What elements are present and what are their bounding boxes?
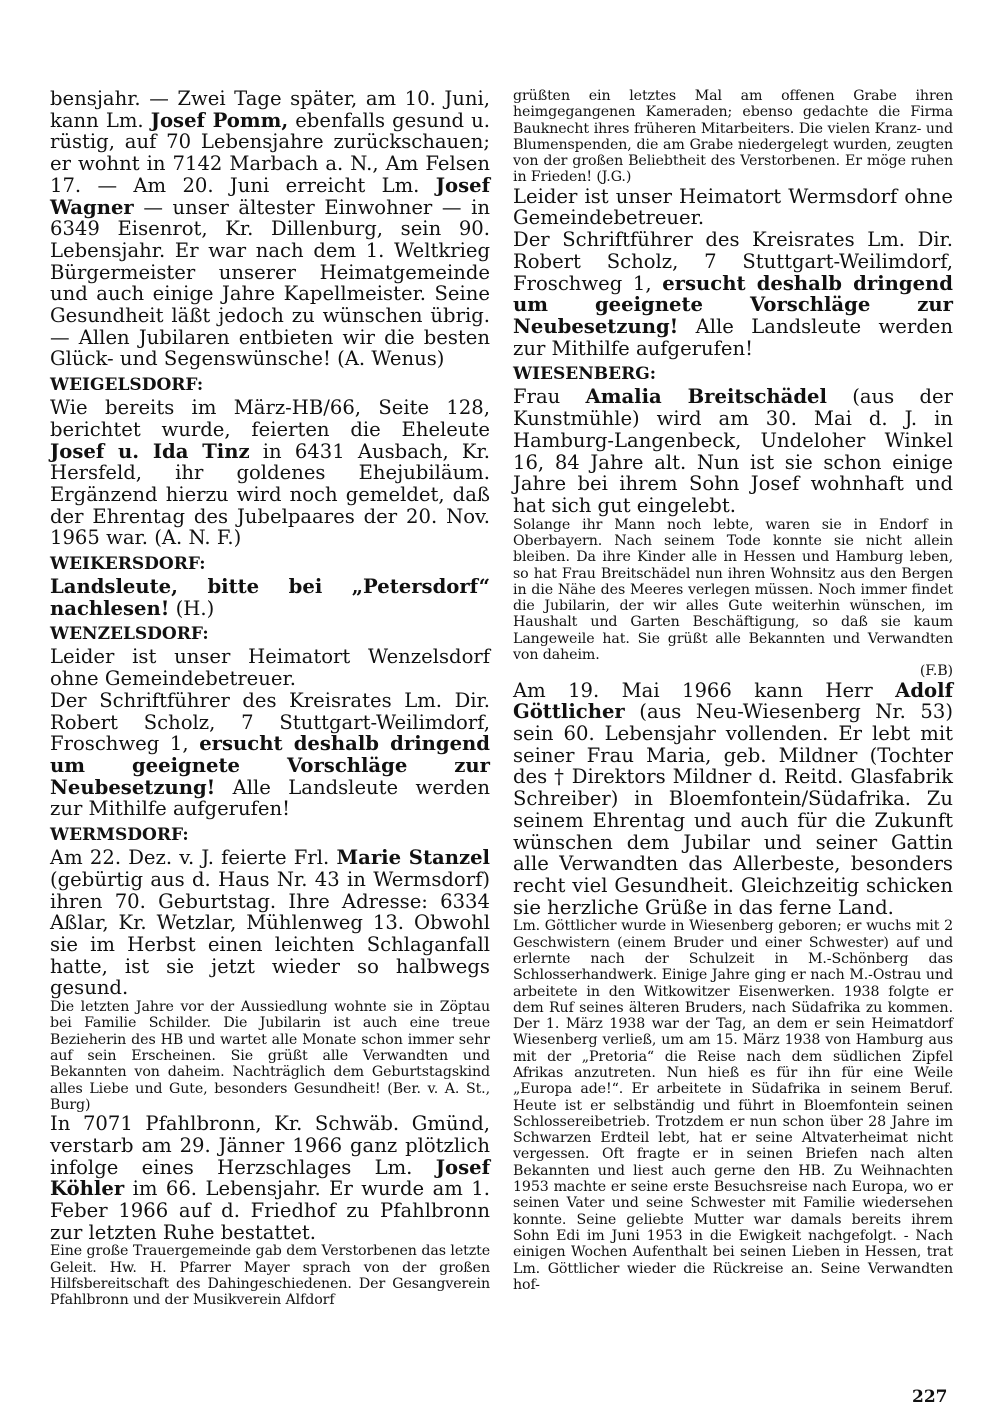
wenzelsdorf-paragraph-2: Der Schriftführer des Kreisrates Lm. Dir. Robert Scholz, 7 Stuttgart-Weilimdorf, Froschweg 1, ersucht deshalb dringend um geeignete Vorschläge zur Neubesetzung! Alle Landsleute werden zur Mithilfe aufgerufen! xyxy=(50,688,491,821)
weikersdorf-paragraph: Landsleute, bitte bei „Petersdorf“ nachlesen! (H.) xyxy=(50,575,490,620)
wiesenberg-small-1: Solange ihr Mann noch lebte, waren sie in Endorf in Oberbayern. Nach seinem Tode konnte sie nicht allein bleiben. Da ihre Kinder alle in Hessen und Hamburg leben, so hat Frau Breitschädel nun ihren Wohnsitz aus den Bergen in die Nähe des Meeres verlegen müssen. Noch immer findet die Jubilarin, der wir alles Gute weiterhin wünschen, im Haushalt und Garten Beschäftigung, so daß sie kaum Langeweile hat. Sie grüßt alle Bekannten und Verwandten von daheim. xyxy=(513,516,953,663)
page-number: 227 xyxy=(912,1387,948,1407)
wermsdorf-small-1: Die letzten Jahre vor der Aussiedlung wohnte sie in Zöptau bei Familie Schilder. Die Jubilarin ist auch eine treue Bezieherin des HB und wartet alle Monate schon immer sehr auf sein Erscheinen. Sie grüßt alle Verwandten und Bekannten von daheim. Nachträglich dem Geburtstagskind alles Liebe und Gute, besonders Gesundheit! (Ber. v. A. St., Burg) xyxy=(50,999,490,1113)
wermsdorf-notice-2: Der Schriftführer des Kreisrates Lm. Dir. Robert Scholz, 7 Stuttgart-Weilimdorf, Froschweg 1, ersucht deshalb dringend um geeignete Vorschläge zur Neubesetzung! Alle Landsleute werden zur Mithilfe aufgerufen! xyxy=(513,228,954,360)
right-column xyxy=(513,88,953,1293)
wenzelsdorf-paragraph-1: Leider ist unser Heimatort Wenzelsdorf ohne Gemeindebetreuer. xyxy=(50,645,490,691)
heading-wenzelsdorf: WENZELSDORF: xyxy=(50,624,209,645)
weigelsdorf-paragraph: Wie bereits im März-HB/66, Seite 128, berichtet wurde, feierten die Eheleute Josef u. Ida Tinz in 6431 Ausbach, Kr. Hersfeld, ihr goldenes Ehejubiläum. Ergänzend hierzu wird noch gemeldet, daß der Ehrentag des Jubelpaares der 20. Nov. 1965 war. (A. N. F.) xyxy=(50,396,490,550)
wiesenberg-signature: (F.B) xyxy=(919,663,953,680)
heading-wiesenberg: WIESENBERG: xyxy=(513,364,657,385)
wiesenberg-paragraph-2: Am 19. Mai 1966 kann Herr Adolf Göttlicher (aus Neu-Wiesenberg Nr. 53) sein 60. Lebensjahr vollenden. Er lebt mit seiner Frau Maria, geb. Mildner (Tochter des † Direktors Mildner d. Reitd. Glasfabrik Schreiber) in Bloemfontein/Südafrika. Zu seinem Ehrentag und auch für die Zukunft wünschen dem Jubilar und seiner Gattin alle Verwandten das Allerbeste, besonders recht viel Gesundheit. Gleichzeitig schicken sie herzliche Grüße in das ferne Land. xyxy=(513,678,953,919)
heading-weikersdorf: WEIKERSDORF: xyxy=(50,554,206,575)
wermsdorf-paragraph-1: Am 22. Dez. v. J. feierte Frl. Marie Stanzel (gebürtig aus d. Haus Nr. 43 in Wermsdorf) ihren 70. Geburtstag. Ihre Adresse: 6334 Aßlar, Kr. Wetzlar, Mühlenweg 13. Obwohl sie im Herbst einen leichten Schlaganfall hatte, ist sie jetzt wieder so halbwegs gesund. xyxy=(50,846,490,1000)
heading-weigelsdorf: WEIGELSDORF: xyxy=(50,375,204,396)
wiesenberg-small-2: Lm. Göttlicher wurde in Wiesenberg geboren; er wuchs mit 2 Geschwistern (einem Bruder und einer Schwester) auf und erlernte nach der Schulzeit in M.-Schönberg das Schlosserhandwerk. Einige Jahre ging er nach M.-Ostrau und arbeitete in den Witkowitzer Eisenwerken. 1938 folgte er dem Ruf seines älteren Bruders, nach Südafrika zu kommen. Der 1. März 1938 war der Tag, an dem er sein Heimatdorf Wiesenberg verließ, um am 15. März 1938 von Hamburg aus mit der „Pretoria“ die Reise nach dem südlichen Zipfel Afrikas anzutreten. Nun hieß es für ihn für eine Weile „Europa ade!“. Er arbeitete in Südafrika in seinem Beruf. Heute ist er selbständig und führt in Bloemfontein seinen Schlossereibetrieb. Trotzdem er nun schon über 28 Jahre im Schwarzen Erdteil lebt, hat er seine Altvaterheimat nicht vergessen. Oft fragte er in seinen Briefen nach alten Bekannten und liest auch gerne den HB. Zu Weihnachten 1953 machte er seine erste Besuchsreise nach Europa, wo er seinen Vater und seine Schwester mit Familie wiedersehen konnte. Seine geliebte Mutter war damals bereits ihrem Sohn Edi im Juni 1953 in die Ewigkeit nachgefolgt. - Nach einigen Wochen Aufenthalt bei seinen Lieben in Hessen, trat Lm. Göttlicher wieder die Rückreise an. Seine Verwandten hof- xyxy=(513,918,953,1293)
wermsdorf-notice-1: Leider ist unser Heimatort Wermsdorf ohne Gemeindebetreuer. xyxy=(513,184,953,230)
wiesenberg-paragraph-1: Frau Amalia Breitschädel (aus der Kunstmühle) wird am 30. Mai d. J. in Hamburg-Langenbeck, Undeloher Winkel 16, 84 Jahre alt. Nun ist sie schon einige Jahre bei ihrem Sohn Josef wohnhaft und hat sich gut eingelebt. xyxy=(513,385,953,517)
funeral-continuation: grüßten ein letztes Mal am offenen Grabe ihren heimgegangenen Kameraden; ebenso gedachte die Firma Bauknecht ihres früheren Mitarbeiters. Die vielen Kranz- und Blumenspenden, die am Grabe niedergelegt wurden, zeugten von der großen Beliebtheit des Verstorbenen. Er möge ruhen in Frieden! (J.G.) xyxy=(513,88,953,186)
left-column xyxy=(50,88,490,1309)
wermsdorf-paragraph-2: In 7071 Pfahlbronn, Kr. Schwäb. Gmünd, verstarb am 29. Jänner 1966 ganz plötzlich infolge eines Herzschlages Lm. Josef Köhler im 66. Lebensjahr. Er wurde am 1. Feber 1966 auf d. Friedhof zu Pfahlbronn zur letzten Ruhe bestattet. xyxy=(50,1112,490,1244)
wermsdorf-small-2: Eine große Trauergemeinde gab dem Verstorbenen das letzte Geleit. Hw. H. Pfarrer Mayer sprach von der großen Hilfsbereitschaft des Dahingeschiedenen. Der Gesangverein Pfahlbronn und der Musikverein Alfdorf xyxy=(50,1243,490,1309)
intro-paragraph: bensjahr. — Zwei Tage später, am 10. Juni, kann Lm. Josef Pomm, ebenfalls gesund u. rüstig, auf 70 Lebensjahre zurückschauen; er wohnt in 7142 Marbach a. N., Am Felsen 17. — Am 20. Juni erreicht Lm. Josef Wagner — unser ältester Einwohner — in 6349 Eisenrot, Kr. Dillenburg, sein 90. Lebensjahr. Er war nach dem 1. Weltkrieg Bürgermeister unserer Heimatgemeinde und auch einige Jahre Kapellmeister. Seine Gesundheit läßt jedoch zu wünschen übrig. — Allen Jubilaren entbieten wir die besten Glück- und Segenswünsche! (A. Wenus) xyxy=(50,87,490,371)
heading-wermsdorf: WERMSDORF: xyxy=(50,825,189,846)
